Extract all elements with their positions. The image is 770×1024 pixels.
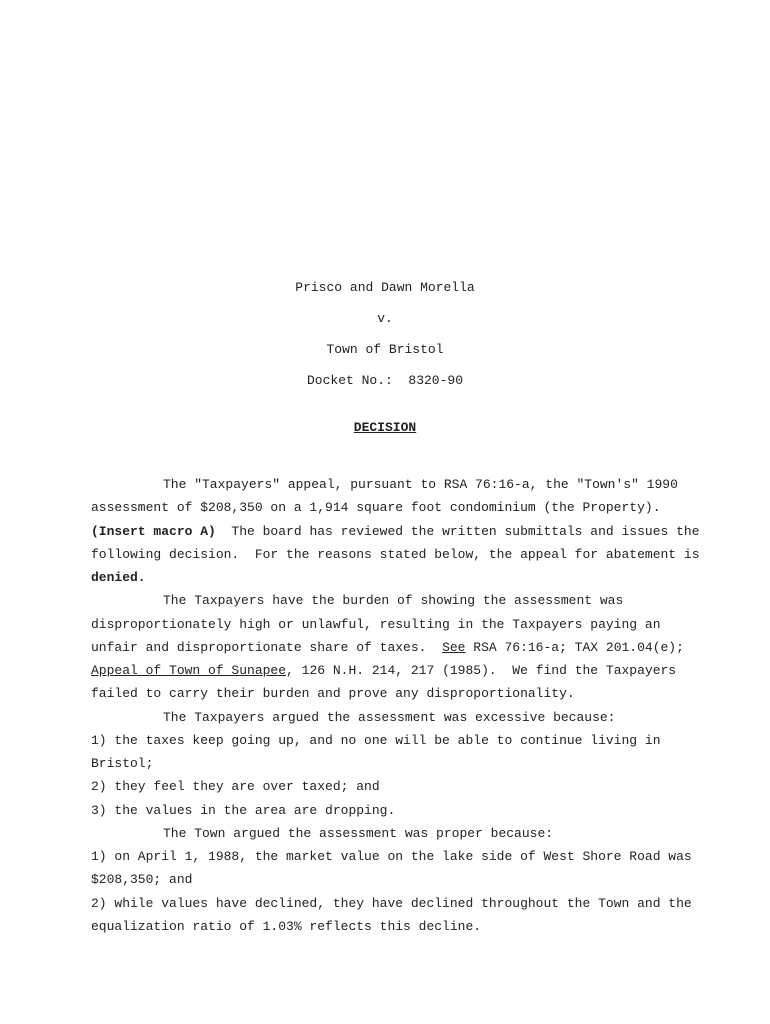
list-item: 3) the values in the area are dropping. — [91, 802, 396, 818]
list-item: equalization ratio of 1.03% reflects this decline. — [91, 918, 482, 934]
docket-number: Docket No.: 8320-90 — [306, 373, 464, 388]
paragraph-line: failed to carry their burden and prove any disproportionality. — [91, 686, 575, 702]
macro-placeholder: (Insert macro A) — [91, 523, 216, 539]
case-citation: Appeal of Town of Sunapee — [91, 663, 287, 678]
decision-heading: DECISION — [353, 420, 417, 435]
list-item: 2) while values have declined, they have declined throughout the Town and the — [91, 895, 692, 911]
citation-text: RSA 76:16-a; TAX 201.04(e); — [465, 639, 684, 655]
paragraph-line: following decision. For the reasons stated below, the appeal for abatement is — [91, 546, 700, 562]
paragraph-line: assessment of $208,350 on a 1,914 square foot condominium (the Property). — [91, 500, 661, 516]
paragraph-line: The Taxpayers have the burden of showing the assessment was — [163, 593, 624, 609]
list-item: 1) on April 1, 1988, the market value on the lake side of West Shore Road was — [91, 849, 692, 864]
paragraph-line: The "Taxpayers" appeal, pursuant to RSA 76:16-a, the "Town's" 1990 — [163, 477, 678, 492]
ruling-word: denied. — [91, 570, 146, 585]
list-item: $208,350; and — [91, 872, 193, 888]
paragraph-line: The Town argued the assessment was proper because: — [163, 825, 554, 841]
paragraph-text: unfair and disproportionate share of taxes. — [91, 639, 443, 655]
see-signal: See — [442, 639, 466, 655]
paragraph-text: The board has reviewed the written submittals and issues the — [215, 523, 700, 539]
paragraph-line — [91, 659, 691, 682]
list-item: 2) they feel they are over taxed; and — [91, 779, 380, 795]
list-item: Bristol; — [91, 756, 154, 771]
paragraph-line: The Taxpayers argued the assessment was excessive because: — [163, 709, 616, 725]
paragraph-line: disproportionately high or unlawful, resulting in the Taxpayers paying an — [91, 616, 661, 632]
respondent-name: Town of Bristol — [326, 342, 444, 357]
decision-body — [91, 473, 700, 938]
paragraph-text: , 126 N.H. 214, 217 (1985). We find the Taxpayers — [286, 663, 677, 678]
paragraph-line — [91, 520, 700, 543]
paragraph-line — [91, 636, 691, 659]
versus-label: v. — [377, 311, 393, 326]
petitioner-names: Prisco and Dawn Morella — [295, 280, 475, 295]
list-item: 1) the taxes keep going up, and no one will be able to continue living in — [91, 732, 661, 748]
